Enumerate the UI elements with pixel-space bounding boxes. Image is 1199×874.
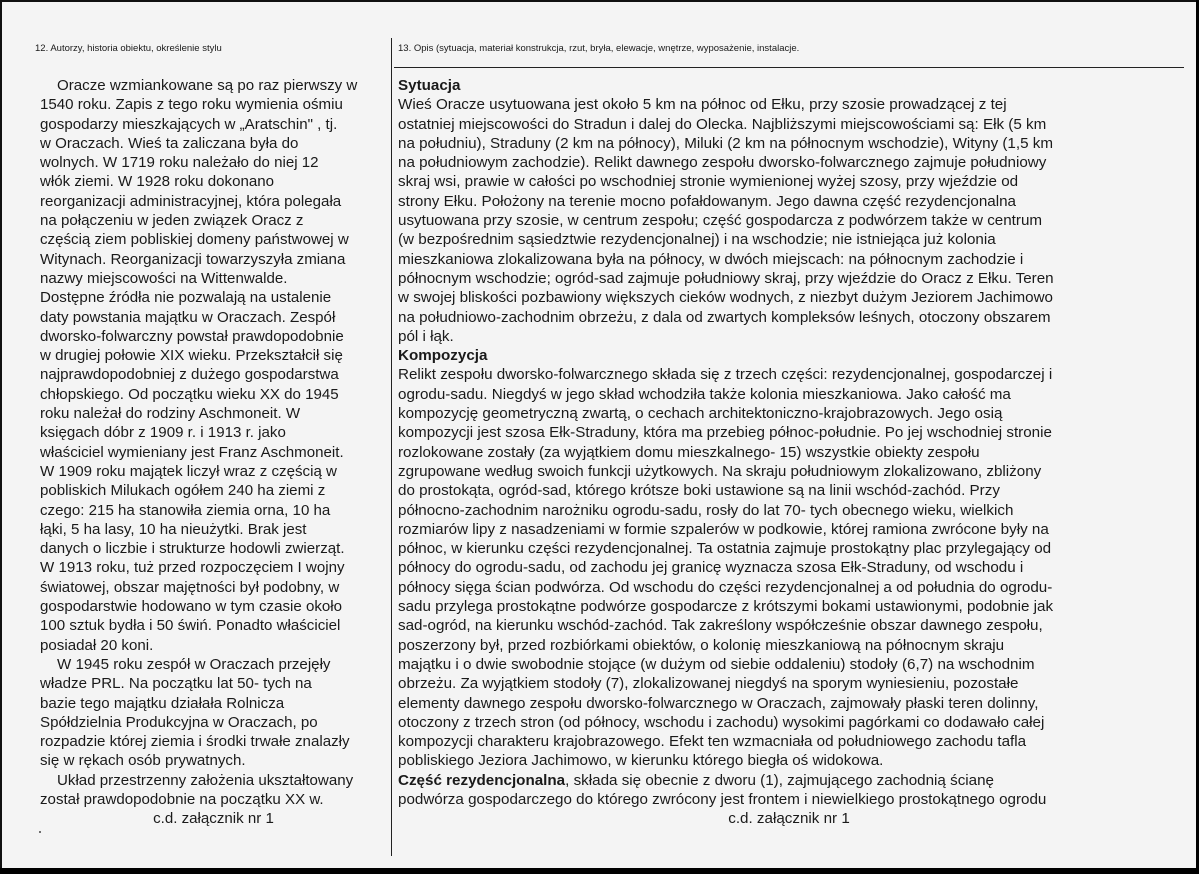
right-column (394, 38, 1184, 856)
left-text-line: władze PRL. Na początku lat 50- tych na (40, 675, 312, 693)
right-text-line: północnym wschodzie; ogród-sad zajmuje południowy skraj, przy wjeździe do Oracz z Ełku. Teren (398, 269, 1054, 287)
right-text-line: w swojej bliskości pozbawiony większych cieków wodnych, z niezbyt dużym Jeziorem Jachimowo (398, 289, 1053, 307)
right-text-line: północno-zachodnim narożniku ogrodu-sadu, rosły do lat 70- tych obecnego wieku, wielkich (398, 501, 1014, 519)
right-text-line: rozlokowane zostały (za wyjątkiem domu mieszkalnego- 15) wszystkie obiekty zespołu (398, 443, 980, 461)
left-text-line: W 1945 roku zespół w Oraczach przejęły (57, 655, 331, 673)
left-text-line: rozpadzie której ziemia i środki trwałe znalazły (40, 733, 350, 751)
left-text-line: w Oraczach. Wieś ta zaliczana była do (40, 134, 299, 152)
left-continuation-note: c.d. załącznik nr 1 (153, 810, 274, 828)
left-text-line: wolnych. W 1719 roku należało do niej 12 (40, 154, 319, 172)
right-text-line: sad-ogród, na kierunku wschód-zachód. Tak zakreślony współcześnie obszar dawnego zespołu, (398, 617, 1043, 635)
right-text-line (398, 771, 1180, 790)
right-text-line: sadu przylega prostokątne podwórze gospodarcze z krótszymi bokami ustawionymi, podobnie jak (398, 598, 1054, 616)
left-text-line: W 1909 roku majątek liczył wraz z częścią w (40, 462, 337, 480)
right-text-line: północy sięga ścian podwórza. Od wschodu do części rezydencjonalnej a od południa do ogrodu- (398, 578, 1053, 596)
left-text-line: Oracze wzmiankowane są po raz pierwszy w (57, 77, 358, 94)
right-text-line: (w bezpośrednim sąsiedztwie rezydencjonalnej) i na wschodzie; nie istniejąca już kolonia (398, 231, 996, 249)
right-text-line: Wieś Oracze usytuowana jest około 5 km na północ od Ełku, przy szosie prowadzącej z tej (398, 96, 1007, 114)
left-text-line: Układ przestrzenny założenia ukształtowany (57, 771, 354, 789)
right-text-line: majątku i o dwie swobodnie stojące (w dużym od siebie oddaleniu) stodoły (6,7) na wschodnim (398, 655, 1035, 673)
left-text-line: został prawdopodobnie na początku XX w. (40, 790, 324, 808)
right-text-line: na południowym zachodzie). Relikt dawnego zespołu dworsko-folwarcznego zajmuje południowy (398, 154, 1047, 172)
right-text-line: pobliskiego Jeziora Jachimowo, w kierunku którego biegła oś widokowa. (398, 752, 884, 770)
left-text-line: roku należał do rodziny Aschmoneit. W (40, 405, 301, 423)
right-section-heading: Kompozycja (398, 347, 488, 365)
left-text-line: na połączeniu w jeden związek Oracz z (40, 212, 304, 230)
right-text-line: usytuowana przy szosie, w centrum zespołu; część gospodarcza z podwórzem także w centrum (398, 212, 1043, 230)
left-text-line: Witynach. Reorganizacji towarzyszyła zmiana (40, 250, 346, 268)
left-text-line: łąki, 5 ha lasy, 10 ha nieużytki. Brak jest (40, 520, 307, 538)
right-text-line: mieszkaniowa zlokalizowana była na północy, w dwóch miejscach: na północnym zachodzie i (398, 250, 1024, 268)
left-text-line: 100 sztuk bydła i 50 świń. Ponadto właściciel (40, 617, 341, 635)
left-column-header: 12. Autorzy, historia obiektu, określenie stylu (35, 43, 222, 54)
scan-speck (39, 831, 41, 833)
left-text-line: W 1913 roku, tuż przed rozpoczęciem I wojny (40, 559, 345, 577)
right-column-body (394, 68, 1184, 829)
left-text-line: daty powstania majątku w Oraczach. Zespół (40, 308, 336, 326)
right-text-line: kompozycji charakteru krajobrazowego. Efekt ten wzmacniała od południowego zachodu tafla (398, 733, 1027, 751)
right-text-line: kompozycji jest szosa Ełk-Straduny, która ma przebieg północ-południe. Po jej wschodniej stronie (398, 424, 1052, 442)
left-text-line: pobliskich Milukach ogółem 240 ha ziemi z (40, 482, 326, 500)
left-text-line: dworsko-folwarczny powstał prawdopodobnie (40, 327, 344, 345)
right-column-header: 13. Opis (sytuacja, materiał konstrukcja, rzut, bryła, elewacje, wnętrze, wyposażenie, instalacje. (394, 42, 1184, 68)
right-text-line: skraj wsi, prawie w całości po wschodniej stronie wymienionej wyżej szosy, przy wjeździe od (398, 173, 1019, 191)
left-text-line: się w rękach osób prywatnych. (40, 752, 246, 770)
left-text-line: czego: 215 ha stanowiła ziemia orna, 10 ha (40, 501, 331, 519)
right-text-line: zgrupowane według swoich funkcji użytkowych. Na skraju południowym zlokalizowano, zbliżony (398, 462, 1042, 480)
left-text-line: Dostępne źródła nie pozwalają na ustalenie (40, 289, 332, 307)
left-text-line: Spółdzielnia Produkcyjna w Oraczach, po (40, 713, 318, 731)
left-text-line: reorganizacji administracyjnej, która polegała (40, 192, 342, 210)
left-column-body (31, 68, 391, 829)
left-text-line: 1540 roku. Zapis z tego roku wymienia ośmiu (40, 96, 343, 114)
right-text-line: na południowo-zachodnim obrzeżu, z dala od zwartych kompleksów leśnych, otoczony obszarem (398, 308, 1051, 326)
right-text-line: ogrodu-sadu. Niegdyś w jego skład wchodziła także kolonia mieszkaniowa. Jako całość ma (398, 385, 1011, 403)
left-text-line: nazwy miejscowości na Wittenwalde. (40, 269, 288, 287)
left-text-line: bazie tego majątku działała Rolnicza (40, 694, 285, 712)
right-text-line: północy do ogrodu-sadu, od zachodu jej granicę wyznacza szosa Ełk-Straduny, od wschodu i (398, 559, 1024, 577)
left-text-line: danych o liczbie i strukturze hodowli zwierząt. (40, 540, 345, 558)
right-continuation-note: c.d. załącznik nr 1 (728, 810, 850, 828)
left-text-line: chłopskiego. Od początku wieku XX do 1945 (40, 385, 339, 403)
left-text-line: właściciel wymieniany jest Franz Aschmoneit. (40, 443, 344, 461)
right-section-heading: Część rezydencjonalna (398, 771, 566, 789)
left-text-line: w drugiej połowie XIX wieku. Przekształcił się (40, 347, 343, 365)
right-text-line: północ, w kierunku części rezydencjonalnej. Ta ostatnia zajmuje prostokątny plac przylegający od (398, 540, 1052, 558)
left-text-line: najprawdopodobniej z dużego gospodarstwa (40, 366, 339, 384)
right-text-line: otoczony z trzech stron (od północy, wschodu i zachodu) wysokimi pagórkami co dodawało całej (398, 713, 1045, 731)
right-text-line: na południu), Straduny (2 km na północy), Miluki (2 km na północnym wschodzie), Wityny (1,5 km (398, 134, 1054, 152)
right-text-line: elementy dawnego zespołu dworsko-folwarcznego w Oraczach, zajmowały płaski teren dolinny, (398, 694, 1039, 712)
right-text-run: , składa się obecnie z dworu (1), zajmującego zachodnią ścianę (565, 771, 995, 789)
right-text-line: podwórza gospodarczego do którego zwrócony jest frontem i niewielkiego prostokątnego ogrodu (398, 790, 1047, 808)
left-text-line: włók ziemi. W 1928 roku dokonano (40, 173, 275, 191)
left-text-line: gospodarzy mieszkających w „Aratschin" , tj. (40, 115, 338, 133)
left-text-line: gospodarstwie hodowano w tym czasie około (40, 598, 343, 616)
right-text-line: pól i łąk. (398, 327, 454, 345)
left-column (31, 38, 392, 856)
right-text-line: Relikt zespołu dworsko-folwarcznego składa się z trzech części: rezydencjonalnej, gospodarczej i (398, 366, 1053, 384)
left-text-line: posiadał 20 koni. (40, 636, 154, 654)
right-text-line: do prostokąta, ogród-sad, którego krótsze boki ustawione są na linii wschód-zachód. Przy (398, 482, 1000, 500)
right-section-heading: Sytuacja (398, 77, 461, 94)
left-text-line: księgach dóbr z 1909 r. i 1913 r. jako (40, 424, 286, 442)
right-text-line: kompozycję geometryczną zwartą, o cechach architektoniczno-krajobrazowych. Jego osią (398, 405, 1003, 423)
right-text-line: strony Ełku. Położony na terenie mocno pofałdowanym. Jego dawna część rezydencjonalna (398, 192, 1016, 210)
left-text-line: światowej, obszar majętności był podobny, w (40, 578, 340, 596)
right-text-line: poszerzony był, przed rozbiórkami obiektów, o kolonię mieszkaniową na północnym skraju (398, 636, 1005, 654)
right-text-line: ostatniej miejscowości do Stradun i dalej do Olecka. Najbliższymi miejscowościami są: Ełk (5 km (398, 115, 1047, 133)
right-text-line: rozmiarów lipy z nasadzeniami w formie szpalerów w podkowie, której ramiona zwrócone były na (398, 520, 1049, 538)
left-text-line: częścią ziem pobliskiej domeny państwowej w (40, 231, 349, 249)
right-text-line: obrzeżu. Za wyjątkiem stodoły (7), zlokalizowanej niegdyś na sporym wyniesieniu, pozostałe (398, 675, 1019, 693)
